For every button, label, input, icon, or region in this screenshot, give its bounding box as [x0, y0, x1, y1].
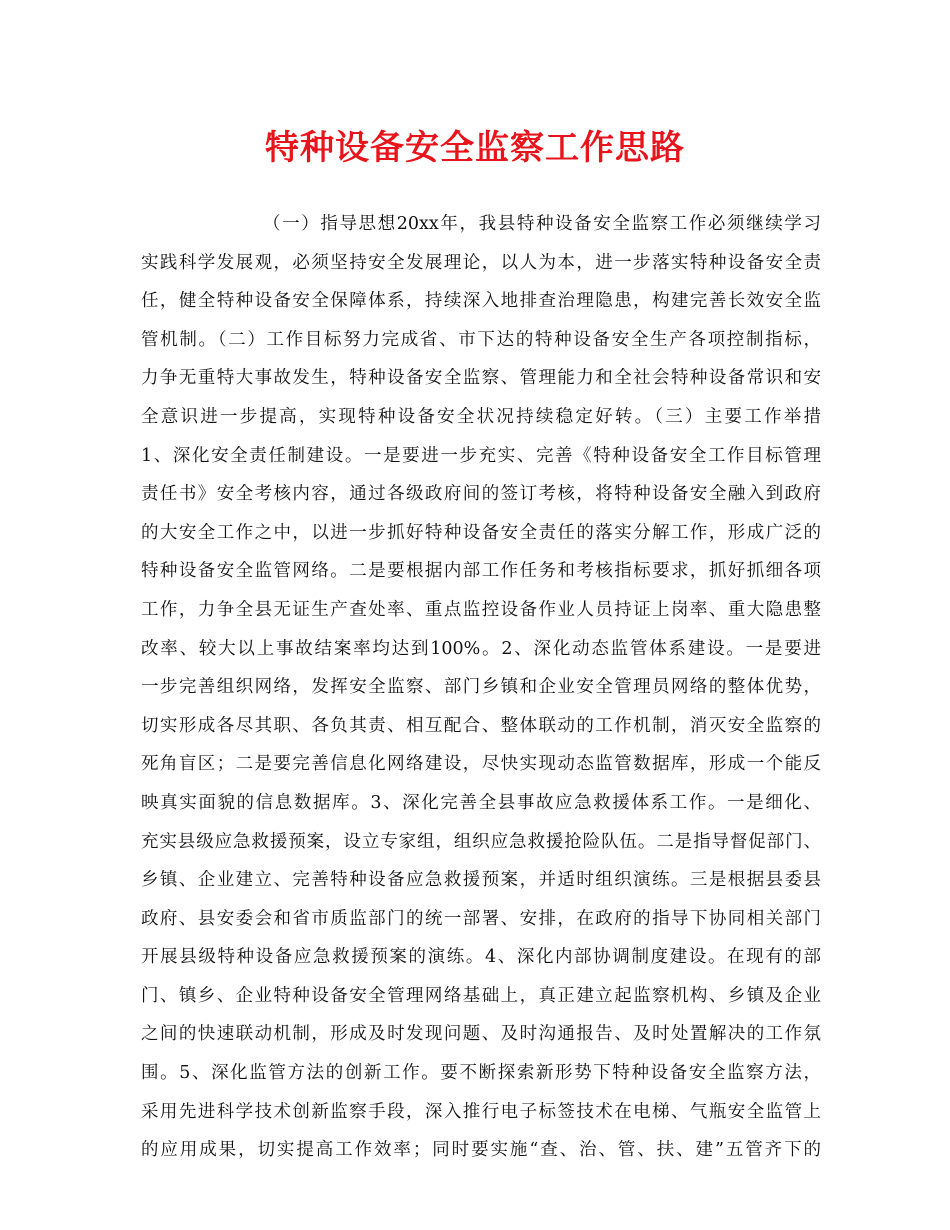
body-line: 管机制。（二）工作目标努力完成省、市下达的特种设备安全生产各项控制指标，: [141, 329, 821, 350]
body-line: （一）指导思想20xx年，我县特种设备安全监察工作必须继续学习: [263, 214, 821, 234]
document-body: [141, 205, 821, 1170]
body-line: 死角盲区；二是要完善信息化网络建设，尽快实现动态监管数据库，形成一个能反: [141, 754, 821, 775]
body-line: 实践科学发展观，必须坚持安全发展理论，以人为本，进一步落实特种设备安全责: [141, 252, 821, 273]
body-line: 乡镇、企业建立、完善特种设备应急救援预案，并适时组织演练。三是根据县委县: [141, 870, 821, 891]
body-line: 映真实面貌的信息数据库。3、深化完善全县事故应急救援体系工作。一是细化、: [141, 792, 821, 813]
body-line: 改率、较大以上事故结案率均达到100%。2、深化动态监管体系建设。一是要进: [141, 638, 821, 659]
body-line: 采用先进科学技术创新监察手段，深入推行电子标签技术在电梯、气瓶安全监管上: [141, 1101, 821, 1122]
document-title: 特种设备安全监察工作思路: [265, 128, 685, 168]
body-line: 任，健全特种设备安全保障体系，持续深入地排查治理隐患，构建完善长效安全监: [141, 291, 821, 312]
body-line: 工作，力争全县无证生产查处率、重点监控设备作业人员持证上岗率、重大隐患整: [141, 599, 821, 620]
body-line: 之间的快速联动机制，形成及时发现问题、及时沟通报告、及时处置解决的工作氛: [141, 1024, 821, 1045]
body-line: 全意识进一步提高，实现特种设备安全状况持续稳定好转。（三）主要工作举措: [141, 406, 821, 427]
body-line: 的大安全工作之中，以进一步抓好特种设备安全责任的落实分解工作，形成广泛的: [141, 522, 821, 543]
body-line: 1、深化安全责任制建设。一是要进一步充实、完善《特种设备安全工作目标管理: [141, 445, 821, 466]
body-line: 特种设备安全监管网络。二是要根据内部工作任务和考核指标要求，抓好抓细各项: [141, 561, 821, 582]
body-line: 围。5、深化监管方法的创新工作。要不断探索新形势下特种设备安全监察方法，: [141, 1063, 821, 1084]
body-line: 门、镇乡、企业特种设备安全管理网络基础上，真正建立起监察机构、乡镇及企业: [141, 985, 821, 1006]
body-line: 的应用成果，切实提高工作效率；同时要实施“查、治、管、扶、建”五管齐下的: [141, 1140, 821, 1161]
body-line: 切实形成各尽其职、各负其责、相互配合、整体联动的工作机制，消灭安全监察的: [141, 715, 821, 736]
body-line: 一步完善组织网络，发挥安全监察、部门乡镇和企业安全管理员网络的整体优势，: [141, 677, 821, 698]
body-line: 充实县级应急救援预案，设立专家组，组织应急救援抢险队伍。二是指导督促部门、: [141, 831, 821, 852]
body-line: 责任书》安全考核内容，通过各级政府间的签订考核，将特种设备安全融入到政府: [141, 484, 821, 505]
body-line: 力争无重特大事故发生，特种设备安全监察、管理能力和全社会特种设备常识和安: [141, 368, 821, 389]
body-line: 开展县级特种设备应急救援预案的演练。4、深化内部协调制度建设。在现有的部: [141, 947, 821, 968]
body-line: 政府、县安委会和省市质监部门的统一部署、安排，在政府的指导下协同相关部门: [141, 908, 821, 929]
